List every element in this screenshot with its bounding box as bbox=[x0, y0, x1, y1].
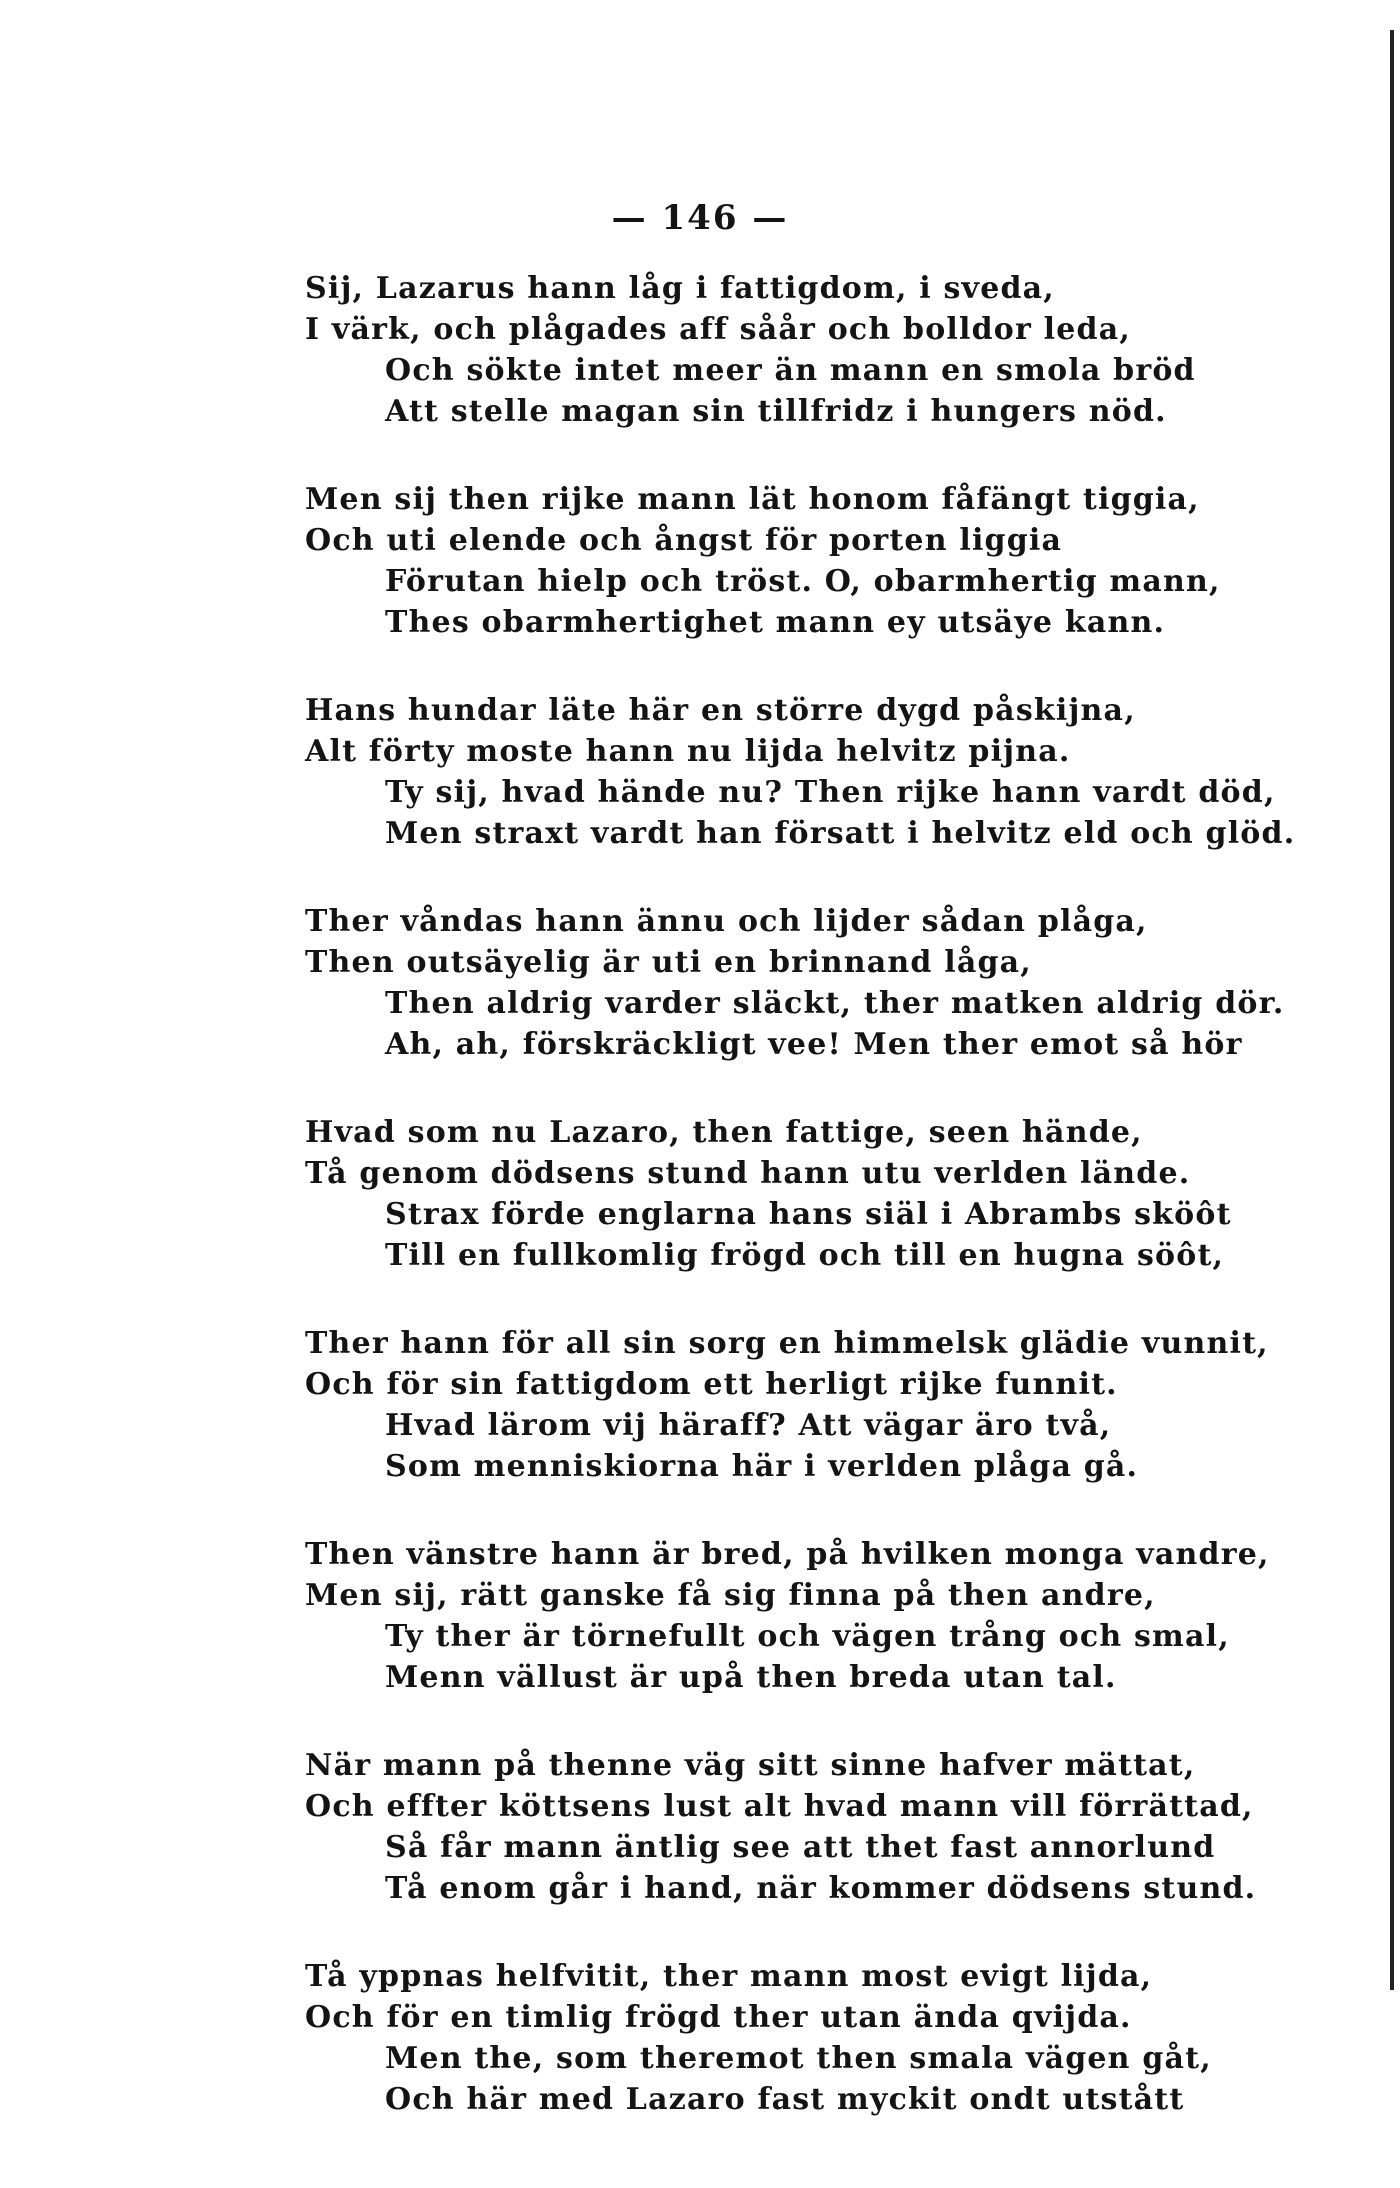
stanza-6 bbox=[305, 1323, 1315, 1487]
poem-line: I värk, och plågades aff såår och bolldor leda, bbox=[305, 312, 1131, 347]
poem-line: Then outsäyelig är uti en brinnand låga, bbox=[305, 945, 1032, 980]
poem bbox=[305, 268, 1315, 2167]
stanza-2 bbox=[305, 479, 1315, 643]
poem-line: Tå genom dödsens stund hann utu verlden lände. bbox=[305, 1156, 1191, 1191]
poem-line: Alt förty moste hann nu lijda helvitz pijna. bbox=[305, 734, 1071, 769]
poem-line: Tå yppnas helfvitit, ther mann most evigt lijda, bbox=[305, 1959, 1153, 1994]
stanza-8 bbox=[305, 1745, 1315, 1909]
poem-line: Och sökte intet meer än mann en smola bröd bbox=[385, 353, 1196, 388]
poem-line: Then aldrig varder släckt, ther matken aldrig dör. bbox=[385, 986, 1285, 1021]
poem-line: Strax förde englarna hans siäl i Abrambs sköôt bbox=[385, 1197, 1232, 1232]
poem-line: Och uti elende och ångst för porten liggia bbox=[305, 523, 1063, 558]
poem-line: Som menniskiorna här i verlden plåga gå. bbox=[385, 1449, 1139, 1484]
poem-line: Menn vällust är upå then breda utan tal. bbox=[385, 1660, 1117, 1695]
poem-line: Ther hann för all sin sorg en himmelsk glädie vunnit, bbox=[305, 1326, 1269, 1361]
stanza-7 bbox=[305, 1534, 1315, 1698]
poem-line: Men sij, rätt ganske få sig finna på then andre, bbox=[305, 1578, 1156, 1613]
poem-line: Till en fullkomlig frögd och till en hugna söôt, bbox=[385, 1238, 1225, 1273]
poem-line: Ther våndas hann ännu och lijder sådan plåga, bbox=[305, 904, 1148, 939]
poem-line: Att stelle magan sin tillfridz i hungers nöd. bbox=[385, 394, 1167, 429]
poem-line: Och här med Lazaro fast myckit ondt utstått bbox=[385, 2082, 1185, 2117]
poem-line: Men the, som theremot then smala vägen gåt, bbox=[385, 2041, 1212, 2076]
poem-line: Och effter köttsens lust alt hvad mann vill förrättad, bbox=[305, 1789, 1254, 1824]
stanza-1 bbox=[305, 268, 1315, 432]
poem-line: Tå enom går i hand, när kommer dödsens stund. bbox=[385, 1871, 1257, 1906]
poem-line: Then vänstre hann är bred, på hvilken monga vandre, bbox=[305, 1537, 1270, 1572]
page-edge-line bbox=[1390, 30, 1394, 1990]
poem-line: Och för en timlig frögd ther utan ända qvijda. bbox=[305, 2000, 1132, 2035]
poem-line: Så får mann äntlig see att thet fast annorlund bbox=[385, 1830, 1216, 1865]
poem-line: Hans hundar läte här en större dygd påskijna, bbox=[305, 693, 1136, 728]
stanza-5 bbox=[305, 1112, 1315, 1276]
stanza-3 bbox=[305, 690, 1315, 854]
poem-line: Hvad lärom vij häraff? Att vägar äro två, bbox=[385, 1408, 1112, 1443]
stanza-4 bbox=[305, 901, 1315, 1065]
poem-line: Thes obarmhertighet mann ey utsäye kann. bbox=[385, 605, 1166, 640]
poem-line: Ah, ah, förskräckligt vee! Men ther emot så hör bbox=[385, 1027, 1243, 1062]
poem-line: Men sij then rijke mann lät honom fåfängt tiggia, bbox=[305, 482, 1200, 517]
poem-line: Förutan hielp och tröst. O, obarmhertig mann, bbox=[385, 564, 1221, 599]
poem-line: När mann på thenne väg sitt sinne hafver mättat, bbox=[305, 1748, 1196, 1783]
poem-line: Men straxt vardt han försatt i helvitz eld och glöd. bbox=[385, 816, 1296, 851]
poem-line: Sij, Lazarus hann låg i fattigdom, i sveda, bbox=[305, 271, 1055, 306]
poem-line: Ty sij, hvad hände nu? Then rijke hann vardt död, bbox=[385, 775, 1276, 810]
page-number: — 146 — bbox=[611, 198, 789, 238]
stanza-9 bbox=[305, 1956, 1315, 2120]
poem-line: Och för sin fattigdom ett herligt rijke funnit. bbox=[305, 1367, 1118, 1402]
poem-line: Hvad som nu Lazaro, then fattige, seen hände, bbox=[305, 1115, 1143, 1150]
poem-line: Ty ther är törnefullt och vägen trång och smal, bbox=[385, 1619, 1230, 1654]
